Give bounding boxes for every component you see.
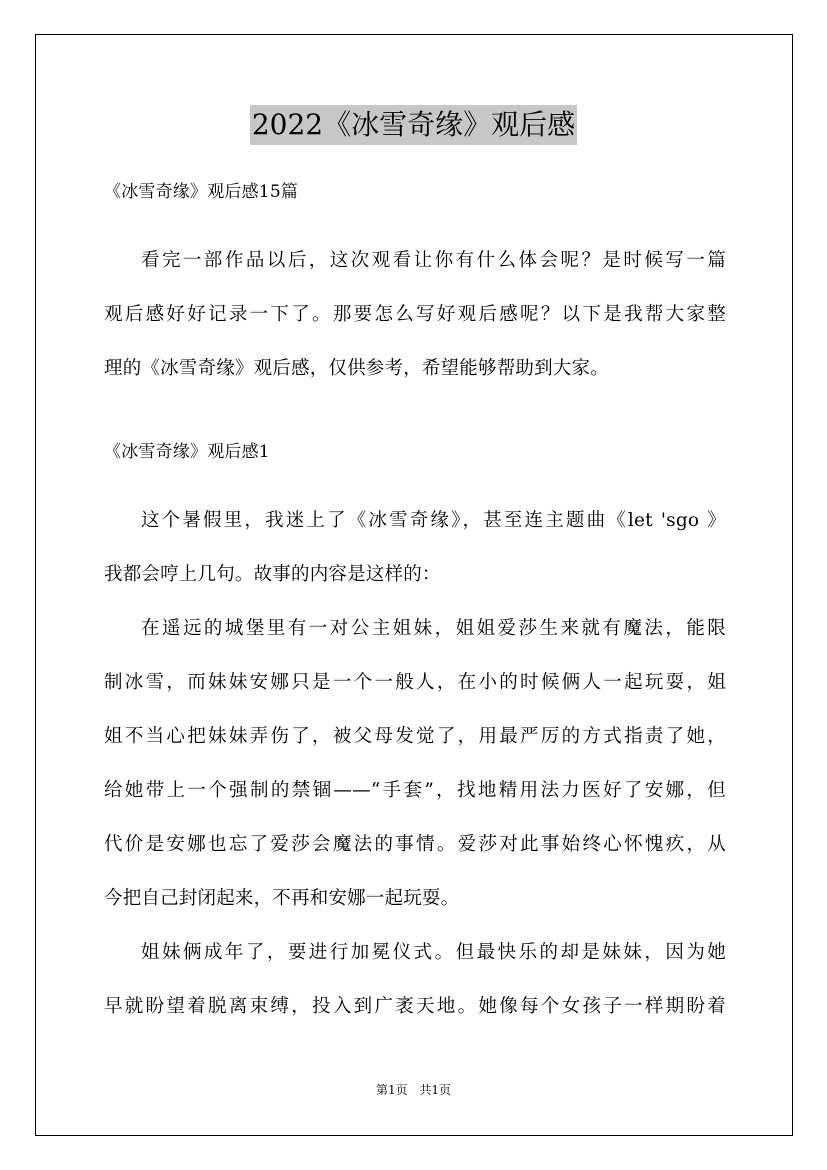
document-title-text: 2022《冰雪奇缘》观后感 xyxy=(250,105,577,145)
paragraph-3 xyxy=(104,926,726,1034)
subtitle: 《冰雪奇缘》观后感15篇 xyxy=(104,182,299,202)
page-footer xyxy=(0,1082,827,1098)
paragraph-line: 我都会哼上几句。故事的内容是这样的： xyxy=(104,564,441,585)
paragraph-line: 姐妹俩成年了，要进行加冕仪式。但最快乐的却是妹妹，因为她 xyxy=(141,942,726,963)
paragraph-line: 代价是安娜也忘了爱莎会魔法的事情。爱莎对此事始终心怀愧疚，从 xyxy=(104,834,726,855)
paragraph-line: 早就盼望着脱离束缚，投入到广袤天地。她像每个女孩子一样期盼着 xyxy=(104,996,726,1017)
document-body xyxy=(104,174,726,1034)
paragraph-2 xyxy=(104,602,726,926)
page-number: 第1页 xyxy=(375,1083,408,1097)
paragraph-line: 制冰雪，而妹妹安娜只是一个一般人，在小的时候俩人一起玩耍，姐 xyxy=(104,672,726,693)
paragraph-1 xyxy=(104,494,726,602)
document-title xyxy=(0,104,827,145)
intro-line: 观后感好好记录一下了。那要怎么写好观后感呢？以下是我帮大家整 xyxy=(104,304,726,325)
section-heading: 《冰雪奇缘》观后感1 xyxy=(104,442,270,462)
intro-line: 看完一部作品以后，这次观看让你有什么体会呢？是时候写一篇 xyxy=(141,250,726,271)
paragraph-line: 在遥远的城堡里有一对公主姐妹，姐姐爱莎生来就有魔法，能限 xyxy=(141,618,726,639)
intro-paragraph xyxy=(104,234,726,396)
intro-line: 理的《冰雪奇缘》观后感，仅供参考，希望能够帮助到大家。 xyxy=(104,358,609,379)
page-total: 共1页 xyxy=(419,1083,452,1097)
paragraph-line: 姐不当心把妹妹弄伤了，被父母发觉了，用最严厉的方式指责了她， xyxy=(104,726,726,747)
paragraph-line: 给她带上一个强制的禁锢——“手套”，找地精用法力医好了安娜，但 xyxy=(104,780,726,801)
paragraph-line: 这个暑假里，我迷上了《冰雪奇缘》，甚至连主题曲《let 'sgo 》 xyxy=(141,510,726,531)
paragraph-line: 今把自己封闭起来，不再和安娜一起玩耍。 xyxy=(104,888,460,909)
